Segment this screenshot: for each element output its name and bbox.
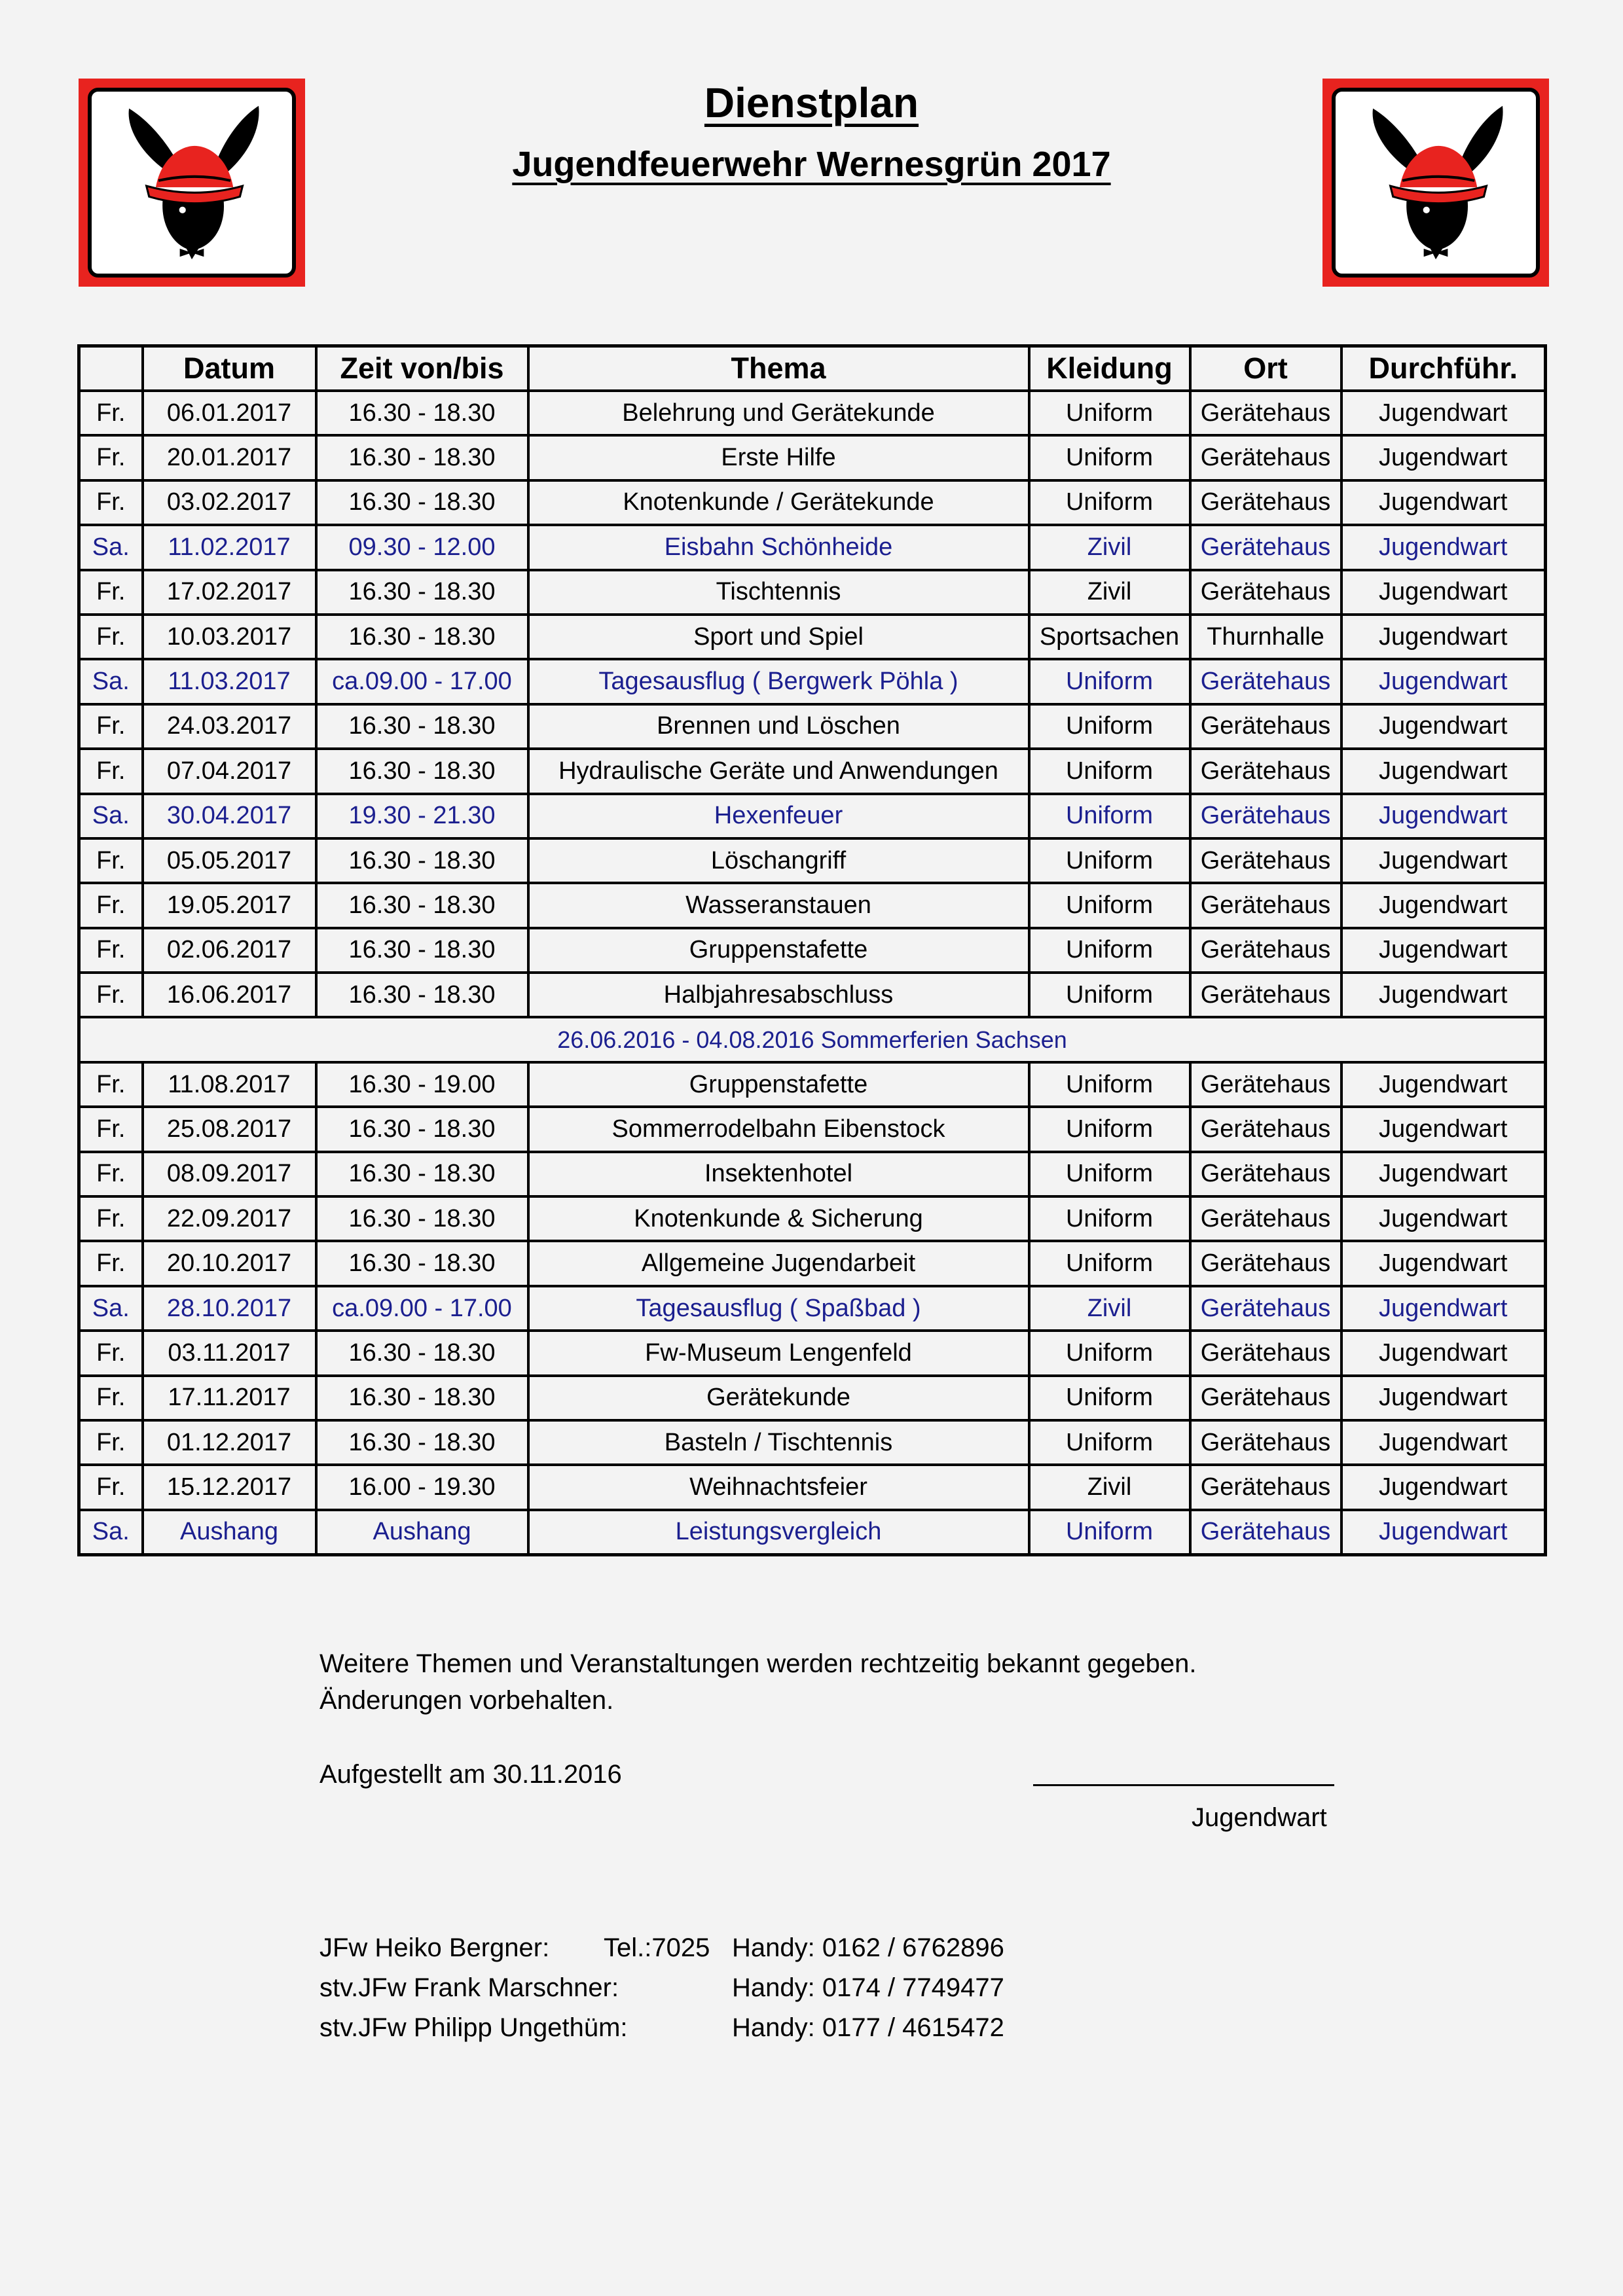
contact-name: JFw Heiko Bergner: [319,1933,550,1962]
cell-date: 15.12.2017 [143,1465,316,1509]
cell-location: Gerätehaus [1190,1107,1341,1151]
table-row [79,928,1546,973]
cell-date: 19.05.2017 [143,883,316,927]
cell-date: 06.01.2017 [143,391,316,435]
table-header-row [79,346,1546,391]
cell-time: 16.30 - 18.30 [316,1241,528,1285]
cell-day: Fr. [79,435,143,480]
cell-location: Gerätehaus [1190,659,1341,704]
cell-time: Aushang [316,1510,528,1555]
cell-leader: Jugendwart [1341,973,1546,1017]
cell-day: Fr. [79,1196,143,1241]
table-row [79,435,1546,480]
cell-location: Gerätehaus [1190,973,1341,1017]
created-date: Aufgestellt am 30.11.2016 [319,1760,622,1789]
cell-day: Sa. [79,1286,143,1331]
cell-topic: Halbjahresabschluss [528,973,1029,1017]
contact-name: stv.JFw Frank Marschner: [319,1973,619,2002]
cell-location: Gerätehaus [1190,1241,1341,1285]
cell-clothing: Uniform [1029,1241,1190,1285]
table-row [79,1107,1546,1151]
table-row [79,973,1546,1017]
cell-date: 05.05.2017 [143,838,316,883]
cell-date: 02.06.2017 [143,928,316,973]
cell-clothing: Uniform [1029,1196,1190,1241]
holiday-row [79,1017,1546,1062]
cell-location: Gerätehaus [1190,1510,1341,1555]
cell-location: Gerätehaus [1190,1286,1341,1331]
cell-date: 11.03.2017 [143,659,316,704]
cell-date: 28.10.2017 [143,1286,316,1331]
cell-topic: Tagesausflug ( Bergwerk Pöhla ) [528,659,1029,704]
cell-location: Thurnhalle [1190,615,1341,659]
cell-clothing: Zivil [1029,525,1190,569]
cell-time: 16.30 - 18.30 [316,973,528,1017]
table-row [79,1196,1546,1241]
page-title: Dienstplan [704,79,919,126]
cell-topic: Insektenhotel [528,1152,1029,1196]
cell-location: Gerätehaus [1190,570,1341,615]
cell-topic: Belehrung und Gerätekunde [528,391,1029,435]
cell-location: Gerätehaus [1190,1376,1341,1420]
footer-note [319,1645,1196,1719]
cell-location: Gerätehaus [1190,1331,1341,1375]
cell-leader: Jugendwart [1341,794,1546,838]
cell-leader: Jugendwart [1341,1376,1546,1420]
cell-time: 16.30 - 18.30 [316,749,528,793]
signature-role: Jugendwart [1192,1803,1327,1832]
cell-day: Fr. [79,391,143,435]
cell-topic: Löschangriff [528,838,1029,883]
cell-leader: Jugendwart [1341,1241,1546,1285]
cell-leader: Jugendwart [1341,480,1546,525]
cell-location: Gerätehaus [1190,928,1341,973]
cell-topic: Gruppenstafette [528,1062,1029,1107]
contact-mobile: Handy: 0162 / 6762896 [732,1933,1004,1962]
cell-time: 16.30 - 18.30 [316,570,528,615]
cell-day: Fr. [79,615,143,659]
cell-day: Fr. [79,973,143,1017]
cell-clothing: Zivil [1029,570,1190,615]
table-row-saturday [79,659,1546,704]
cell-time: 16.30 - 18.30 [316,928,528,973]
cell-leader: Jugendwart [1341,1286,1546,1331]
cell-leader: Jugendwart [1341,1196,1546,1241]
cell-topic: Wasseranstauen [528,883,1029,927]
cell-clothing: Zivil [1029,1465,1190,1509]
cell-date: 11.02.2017 [143,525,316,569]
table-row-saturday [79,794,1546,838]
cell-time: 16.30 - 18.30 [316,435,528,480]
cell-date: 08.09.2017 [143,1152,316,1196]
cell-location: Gerätehaus [1190,525,1341,569]
cell-day: Fr. [79,749,143,793]
cell-leader: Jugendwart [1341,1465,1546,1509]
table-row-saturday [79,1510,1546,1555]
cell-time: 16.00 - 19.30 [316,1465,528,1509]
cell-leader: Jugendwart [1341,615,1546,659]
cell-day: Fr. [79,1376,143,1420]
cell-leader: Jugendwart [1341,928,1546,973]
cell-day: Sa. [79,794,143,838]
cell-date: 17.11.2017 [143,1376,316,1420]
cell-leader: Jugendwart [1341,1107,1546,1151]
table-row [79,1331,1546,1375]
cell-leader: Jugendwart [1341,1062,1546,1107]
cell-leader: Jugendwart [1341,1420,1546,1465]
cell-location: Gerätehaus [1190,1420,1341,1465]
cell-topic: Eisbahn Schönheide [528,525,1029,569]
page-subtitle: Jugendfeuerwehr Wernesgrün 2017 [512,145,1111,184]
cell-clothing: Uniform [1029,1062,1190,1107]
cell-date: Aushang [143,1510,316,1555]
cell-location: Gerätehaus [1190,749,1341,793]
col-header-date: Datum [143,346,316,391]
cell-day: Fr. [79,1152,143,1196]
holiday-note: 26.06.2016 - 04.08.2016 Sommerferien Sachsen [79,1017,1546,1062]
cell-time: 16.30 - 18.30 [316,1152,528,1196]
cell-date: 10.03.2017 [143,615,316,659]
cell-clothing: Uniform [1029,435,1190,480]
cell-clothing: Uniform [1029,794,1190,838]
cell-day: Fr. [79,1465,143,1509]
cell-clothing: Sportsachen [1029,615,1190,659]
cell-topic: Gruppenstafette [528,928,1029,973]
cell-clothing: Uniform [1029,1331,1190,1375]
cell-location: Gerätehaus [1190,1062,1341,1107]
cell-time: 16.30 - 18.30 [316,704,528,749]
cell-time: 16.30 - 18.30 [316,480,528,525]
cell-date: 22.09.2017 [143,1196,316,1241]
table-row [79,1376,1546,1420]
col-header-leader: Durchführ. [1341,346,1546,391]
cell-date: 01.12.2017 [143,1420,316,1465]
document-header [0,79,1623,185]
table-row [79,1152,1546,1196]
cell-time: 19.30 - 21.30 [316,794,528,838]
table-row [79,838,1546,883]
cell-date: 30.04.2017 [143,794,316,838]
cell-day: Sa. [79,659,143,704]
cell-topic: Tischtennis [528,570,1029,615]
col-header-topic: Thema [528,346,1029,391]
cell-date: 24.03.2017 [143,704,316,749]
cell-time: 16.30 - 18.30 [316,1196,528,1241]
table-row [79,1420,1546,1465]
cell-topic: Fw-Museum Lengenfeld [528,1331,1029,1375]
col-header-location: Ort [1190,346,1341,391]
table-row [79,749,1546,793]
table-row-saturday [79,525,1546,569]
cell-location: Gerätehaus [1190,704,1341,749]
cell-day: Fr. [79,928,143,973]
cell-topic: Hexenfeuer [528,794,1029,838]
col-header-clothing: Kleidung [1029,346,1190,391]
cell-date: 16.06.2017 [143,973,316,1017]
table-row [79,1465,1546,1509]
cell-leader: Jugendwart [1341,704,1546,749]
cell-date: 20.10.2017 [143,1241,316,1285]
contact-tel: Tel.:7025 [604,1933,710,1962]
cell-date: 07.04.2017 [143,749,316,793]
cell-time: 16.30 - 18.30 [316,1331,528,1375]
cell-clothing: Uniform [1029,883,1190,927]
contact-name: stv.JFw Philipp Ungethüm: [319,2013,628,2042]
cell-topic: Allgemeine Jugendarbeit [528,1241,1029,1285]
footer-line-2: Änderungen vorbehalten. [319,1686,614,1715]
cell-location: Gerätehaus [1190,480,1341,525]
cell-date: 11.08.2017 [143,1062,316,1107]
cell-clothing: Uniform [1029,391,1190,435]
table-row [79,704,1546,749]
cell-topic: Sport und Spiel [528,615,1029,659]
cell-time: 09.30 - 12.00 [316,525,528,569]
cell-clothing: Uniform [1029,1152,1190,1196]
cell-clothing: Uniform [1029,480,1190,525]
cell-clothing: Uniform [1029,1420,1190,1465]
cell-leader: Jugendwart [1341,659,1546,704]
cell-location: Gerätehaus [1190,1465,1341,1509]
cell-leader: Jugendwart [1341,1510,1546,1555]
cell-day: Sa. [79,525,143,569]
table-row [79,480,1546,525]
table-row [79,391,1546,435]
cell-clothing: Uniform [1029,1510,1190,1555]
cell-day: Fr. [79,704,143,749]
cell-leader: Jugendwart [1341,749,1546,793]
cell-leader: Jugendwart [1341,883,1546,927]
cell-day: Fr. [79,1241,143,1285]
cell-clothing: Uniform [1029,749,1190,793]
table-row [79,1241,1546,1285]
cell-topic: Erste Hilfe [528,435,1029,480]
cell-leader: Jugendwart [1341,570,1546,615]
col-header-time: Zeit von/bis [316,346,528,391]
cell-day: Fr. [79,480,143,525]
schedule-table [77,344,1547,1556]
cell-date: 20.01.2017 [143,435,316,480]
cell-day: Fr. [79,1420,143,1465]
cell-clothing: Uniform [1029,1107,1190,1151]
cell-day: Fr. [79,883,143,927]
cell-time: ca.09.00 - 17.00 [316,659,528,704]
cell-time: 16.30 - 18.30 [316,838,528,883]
cell-topic: Brennen und Löschen [528,704,1029,749]
cell-topic: Gerätekunde [528,1376,1029,1420]
cell-day: Fr. [79,1107,143,1151]
cell-day: Fr. [79,1062,143,1107]
table-row [79,615,1546,659]
cell-leader: Jugendwart [1341,1152,1546,1196]
cell-date: 03.11.2017 [143,1331,316,1375]
contact-mobile: Handy: 0174 / 7749477 [732,1973,1004,2002]
cell-day: Fr. [79,570,143,615]
cell-time: 16.30 - 18.30 [316,1376,528,1420]
cell-time: 16.30 - 18.30 [316,1420,528,1465]
cell-clothing: Uniform [1029,838,1190,883]
cell-time: 16.30 - 19.00 [316,1062,528,1107]
cell-leader: Jugendwart [1341,435,1546,480]
cell-leader: Jugendwart [1341,838,1546,883]
cell-location: Gerätehaus [1190,435,1341,480]
cell-clothing: Uniform [1029,973,1190,1017]
cell-day: Sa. [79,1510,143,1555]
cell-leader: Jugendwart [1341,525,1546,569]
cell-date: 03.02.2017 [143,480,316,525]
cell-leader: Jugendwart [1341,391,1546,435]
table-row [79,570,1546,615]
cell-clothing: Uniform [1029,704,1190,749]
cell-topic: Knotenkunde / Gerätekunde [528,480,1029,525]
cell-topic: Tagesausflug ( Spaßbad ) [528,1286,1029,1331]
table-row-saturday [79,1286,1546,1331]
cell-leader: Jugendwart [1341,1331,1546,1375]
cell-day: Fr. [79,838,143,883]
cell-time: 16.30 - 18.30 [316,883,528,927]
footer-line-1: Weitere Themen und Veranstaltungen werden rechtzeitig bekannt gegeben. [319,1649,1197,1678]
cell-topic: Knotenkunde & Sicherung [528,1196,1029,1241]
table-row [79,883,1546,927]
cell-topic: Hydraulische Geräte und Anwendungen [528,749,1029,793]
col-header-day [79,346,143,391]
cell-topic: Weihnachtsfeier [528,1465,1029,1509]
cell-clothing: Zivil [1029,1286,1190,1331]
cell-clothing: Uniform [1029,928,1190,973]
cell-location: Gerätehaus [1190,883,1341,927]
cell-time: 16.30 - 18.30 [316,1107,528,1151]
cell-clothing: Uniform [1029,659,1190,704]
cell-date: 25.08.2017 [143,1107,316,1151]
signature-line [1033,1784,1334,1786]
table-row [79,1062,1546,1107]
cell-location: Gerätehaus [1190,838,1341,883]
cell-topic: Basteln / Tischtennis [528,1420,1029,1465]
cell-topic: Sommerrodelbahn Eibenstock [528,1107,1029,1151]
cell-date: 17.02.2017 [143,570,316,615]
cell-location: Gerätehaus [1190,391,1341,435]
cell-time: 16.30 - 18.30 [316,391,528,435]
contact-mobile: Handy: 0177 / 4615472 [732,2013,1004,2042]
cell-day: Fr. [79,1331,143,1375]
cell-location: Gerätehaus [1190,794,1341,838]
cell-location: Gerätehaus [1190,1196,1341,1241]
cell-time: 16.30 - 18.30 [316,615,528,659]
cell-topic: Leistungsvergleich [528,1510,1029,1555]
cell-time: ca.09.00 - 17.00 [316,1286,528,1331]
cell-location: Gerätehaus [1190,1152,1341,1196]
cell-clothing: Uniform [1029,1376,1190,1420]
